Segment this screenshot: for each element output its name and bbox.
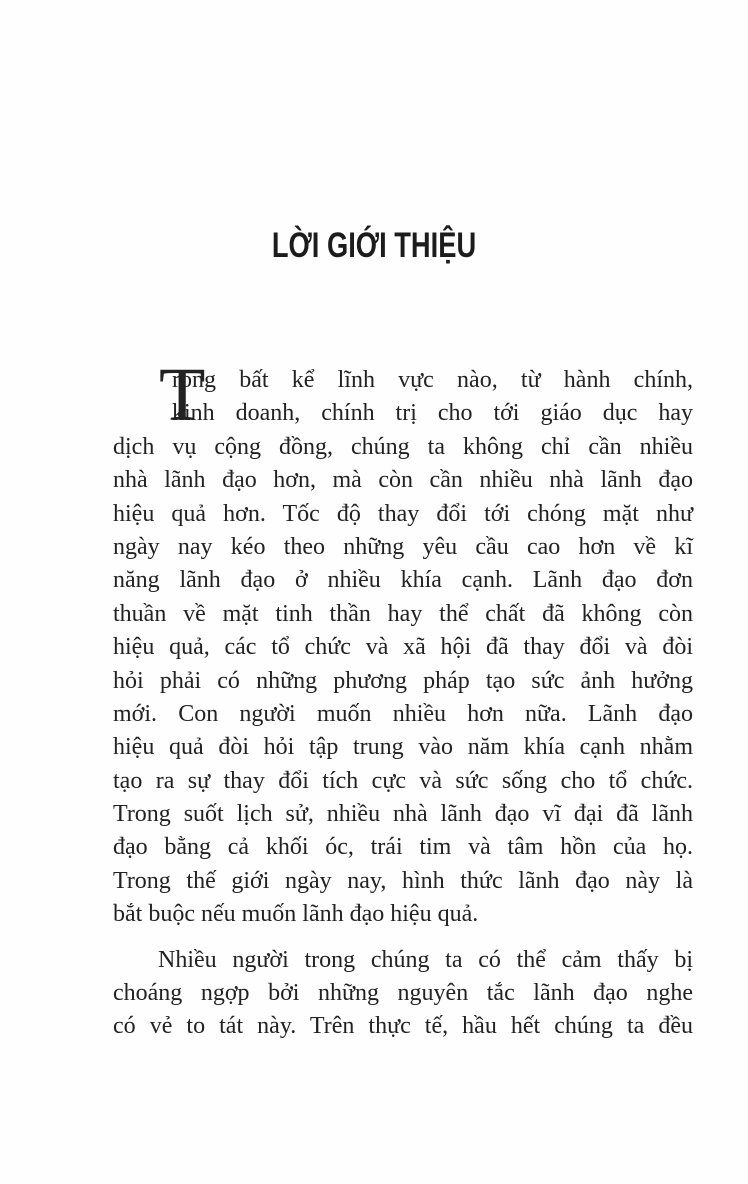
text-line: mới. Con người muốn nhiều hơn nữa. Lãnh đạo [113, 700, 693, 727]
text-line: choáng ngợp bởi những nguyên tắc lãnh đạo nghe [113, 980, 693, 1007]
text-line: tạo ra sự thay đổi tích cực và sức sống cho tổ chức. [113, 767, 693, 794]
text-line: Trong suốt lịch sử, nhiều nhà lãnh đạo vĩ đại đã lãnh [113, 801, 693, 828]
chapter-title: LỜI GIỚI THIỆU [271, 226, 477, 265]
body-text [113, 353, 693, 1044]
text-line: thuần về mặt tinh thần hay thể chất đã không còn [113, 600, 693, 627]
paragraph-spacer [113, 932, 693, 944]
paragraph-2 [113, 944, 693, 1044]
text-line: nhà lãnh đạo hơn, mà còn cần nhiều nhà lãnh đạo [113, 467, 693, 494]
text-line: hiệu quả, các tổ chức và xã hội đã thay đổi và đòi [113, 634, 693, 661]
text-line: năng lãnh đạo ở nhiều khía cạnh. Lãnh đạo đơn [113, 567, 693, 594]
drop-cap: T [159, 353, 206, 437]
text-line: Trong thế giới ngày nay, hình thức lãnh đạo này là [113, 867, 693, 894]
text-line: hiệu quả hơn. Tốc độ thay đổi tới chóng mặt như [113, 500, 693, 527]
text-line: hỏi phải có những phương pháp tạo sức ảnh hưởng [113, 667, 693, 694]
text-line: Nhiều người trong chúng ta có thể cảm thấy bị [158, 946, 693, 973]
text-line: rong bất kể lĩnh vực nào, từ hành chính, [172, 367, 693, 393]
paragraph-1 [113, 353, 693, 932]
text-line: có vẻ to tát này. Trên thực tế, hầu hết chúng ta đều [113, 1013, 693, 1040]
text-line: dịch vụ cộng đồng, chúng ta không chỉ cần nhiều [113, 433, 693, 460]
text-line: hiệu quả đòi hỏi tập trung vào năm khía cạnh nhằm [113, 734, 693, 761]
text-line: kinh doanh, chính trị cho tới giáo dục hay [172, 400, 693, 427]
text-line: đạo bằng cả khối óc, trái tim và tâm hồn của họ. [113, 834, 693, 861]
text-line: bắt buộc nếu muốn lãnh đạo hiệu quả. [113, 901, 479, 928]
text-line: ngày nay kéo theo những yêu cầu cao hơn về kĩ [113, 533, 693, 560]
